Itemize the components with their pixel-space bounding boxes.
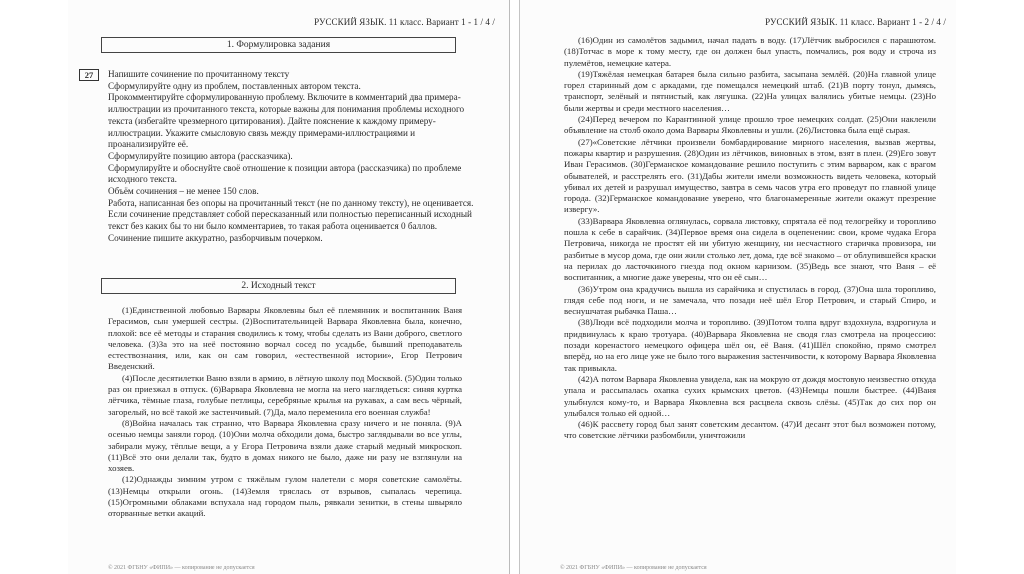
source-paragraph: (19)Тяжёлая немецкая батарея была сильно разбита, засыпана землёй. (20)На главной улице горел старинный дом с аркадами, где помещался немецкий штаб. (21)В порту тонул, дымясь, транспорт, зелёный и пятнистый, как лягушка. (22)На улицах валялись убитые немцы. (23)Но были жертвы и среди местного населения…	[564, 68, 936, 113]
task-section-title: 1. Формулировка задания	[101, 37, 456, 53]
source-paragraph: (36)Утром она крадучись вышла из сарайчика и спустилась в город. (37)Она шла торопливо, глядя себе под ноги, и не замечала, что позади неё шёл Егор Петрович, и старый Спиро, и веснушчатая рыбачка Паша…	[564, 283, 936, 317]
task-line: Сформулируйте и обоснуйте своё отношение к позиции автора (рассказчика) по проблеме исходного текста.	[108, 162, 462, 185]
task-line: Работа, написанная без опоры на прочитанный текст (не по данному тексту), не оценивается. Если сочинение представляет собой пересказанный или полностью переписанный исходный текст без каких бы то ни было комментариев, то такая работа оценивается 0 баллов.	[108, 197, 474, 232]
task-line: Сочинение пишите аккуратно, разборчивым почерком.	[108, 232, 323, 243]
page-header: РУССКИЙ ЯЗЫК. 11 класс. Вариант 1 - 1 / 4 /	[314, 17, 495, 27]
page-footer: © 2021 ФГБНУ «ФИПИ» — копирование не допускается	[560, 565, 707, 571]
exam-page-left	[68, 0, 510, 574]
page-footer: © 2021 ФГБНУ «ФИПИ» — копирование не допускается	[108, 565, 255, 571]
source-paragraph: (12)Однажды зимним утром с тяжёлым гулом налетели с моря советские самолёты. (13)Немцы открыли огонь. (14)Земля тряслась от взрывов, сыпалась черепица. (15)Огромными облаками вспухала над городом пыль, рявкали зенитки, в стены швыряло оторванные ветки акаций.	[108, 474, 462, 519]
task-line: Объём сочинения – не менее 150 слов.	[108, 186, 259, 197]
page-header: РУССКИЙ ЯЗЫК. 11 класс. Вариант 1 - 2 / 4 /	[765, 17, 946, 27]
source-paragraph: (38)Люди всё подходили молча и торопливо. (39)Потом толпа вдруг вздохнула, вздрогнула и придвинулась к краю тротуара. (40)Варвара Яковлевна не сводя глаз смотрела на процессию: позади коренастого немецкого офицера шёл он, её Ваня. (41)Шёл спокойно, прямо смотрел вперёд, но на его лице уже не было того выражения застенчивости, к которому Варвара Яковлевна так привыкла.	[564, 317, 936, 373]
task-line: Сформулируйте одну из проблем, поставленных автором текста.	[108, 80, 361, 91]
exam-page-right	[519, 0, 956, 574]
source-paragraph: (16)Один из самолётов задымил, начал падать в воду. (17)Лётчик выбросился с парашютом. (18)Тотчас в море к тому месту, где он должен был упасть, помчались, роя воду и строча из пулемётов, немецкие катера.	[564, 35, 936, 68]
source-text-continued	[564, 35, 936, 442]
source-paragraph: (42)А потом Варвара Яковлевна увидела, как на мокрую от дождя мостовую неизвестно откуда упала и рассыпалась охапка сухих крымских цветов. (43)Немцы пошли быстрее. (44)Ваня улыбнулся кому-то, и Варвара Яковлевна вся расцвела сквозь слёзы. (45)Так до сих пор он улыбался только ей одной…	[564, 373, 936, 418]
source-text	[108, 305, 462, 520]
source-paragraph: (46)К рассвету город был занят советским десантом. (47)И десант этот был возможен потому, что советские лётчики разбомбили, уничтожили	[564, 419, 936, 441]
source-paragraph: (24)Перед вечером по Карантинной улице прошло трое немецких солдат. (25)Они наклеили объявление на столб около дома Варвары Яковлевны и ушли. (26)Листовка была ещё сырая.	[564, 114, 936, 136]
task-heading: Напишите сочинение по прочитанному тексту	[108, 69, 290, 79]
source-paragraph: (33)Варвара Яковлевна оглянулась, сорвала листовку, спрятала её под телогрейку и торопливо пошла к себе в сарайчик. (34)Первое время она сидела в оцепенении: свои, кроме чудака Егора Петровича, никогда не простят ей ни убитую женщину, ни несчастного старичка провизора, ни разбитые в мусор дома, где они жили столько лет, дома, где всё знакомо – от облупившейся краски на перилах до ласточкиного гнезда под окном карнизом. (35)Ведь все знают, что Ваня – её воспитанник, а многие даже уверены, что он её сын…	[564, 215, 936, 283]
source-paragraph: (27)«Советские лётчики произвели бомбардирование мирного населения, вызвав жертвы, пожары квартир и разрушения. (28)Один из лётчиков, виновных в этом, взят в плен. (29)Его зовут Иван Герасимов. (30)Германское командование решило поступить с этим варваром, как с врагом обывателей, и расстрелять его. (31)Дабы жители имели возможность видеть человека, который убивал их детей и разрушал имущество, завтра в семь часов утра его проведут по главной улице города. (32)Германское командование уверено, что благонамеренные жители окажут презрение извергу».	[564, 136, 936, 215]
task-line: Прокомментируйте сформулированную проблему. Включите в комментарий два примера-иллюстрации из прочитанного текста, которые важны для понимания проблемы исходного текста (избегайте чрезмерного цитирования). Дайте пояснение к каждому примеру-иллюстрации. Укажите смысловую связь между примерами-иллюстрациями и проанализируйте её.	[108, 92, 465, 150]
source-section-title: 2. Исходный текст	[101, 278, 456, 294]
task-number: 27	[79, 69, 99, 81]
task-instructions	[108, 69, 476, 245]
task-line: Сформулируйте позицию автора (рассказчика).	[108, 150, 293, 161]
source-paragraph: (8)Война началась так странно, что Варвара Яковлевна сразу ничего и не поняла. (9)А осенью немцы заняли город. (10)Они молча обходили дома, быстро заглядывали во все углы, забирали мужу, тёплые вещи, а у Егора Петровича взяли даже старый медный микроскоп. (11)Всё это они делали так, будто в домах никого не было, даже ни разу не взглянули на хозяев.	[108, 417, 462, 474]
source-paragraph: (4)После десятилетки Ваню взяли в армию, в лётную школу под Москвой. (5)Один только раз он приезжал в отпуск. (6)Варвара Яковлевна не могла на него наглядеться: синяя куртка лётчика, тёмные глаза, голубые петлицы, серебряные крылья на рукавах, а сам весь чёрный, загорелый, но всё такой же застенчивый. (7)Да, мало переменила его военная служба!	[108, 372, 462, 417]
source-paragraph: (1)Единственной любовью Варвары Яковлевны был её племянник и воспитанник Ваня Герасимов, сын умершей сестры. (2)Воспитательницей Варвара Яковлевна была, конечно, плохой: все её методы и старания сводились к тому, чтобы сделать из Вани доброго, светлого человека. (3)За это на неё постоянно ворчал сосед по усадьбе, бывший преподаватель естествознания, или, как он сам говорил, «естественной истории», Егор Петрович Введенский.	[108, 305, 462, 372]
